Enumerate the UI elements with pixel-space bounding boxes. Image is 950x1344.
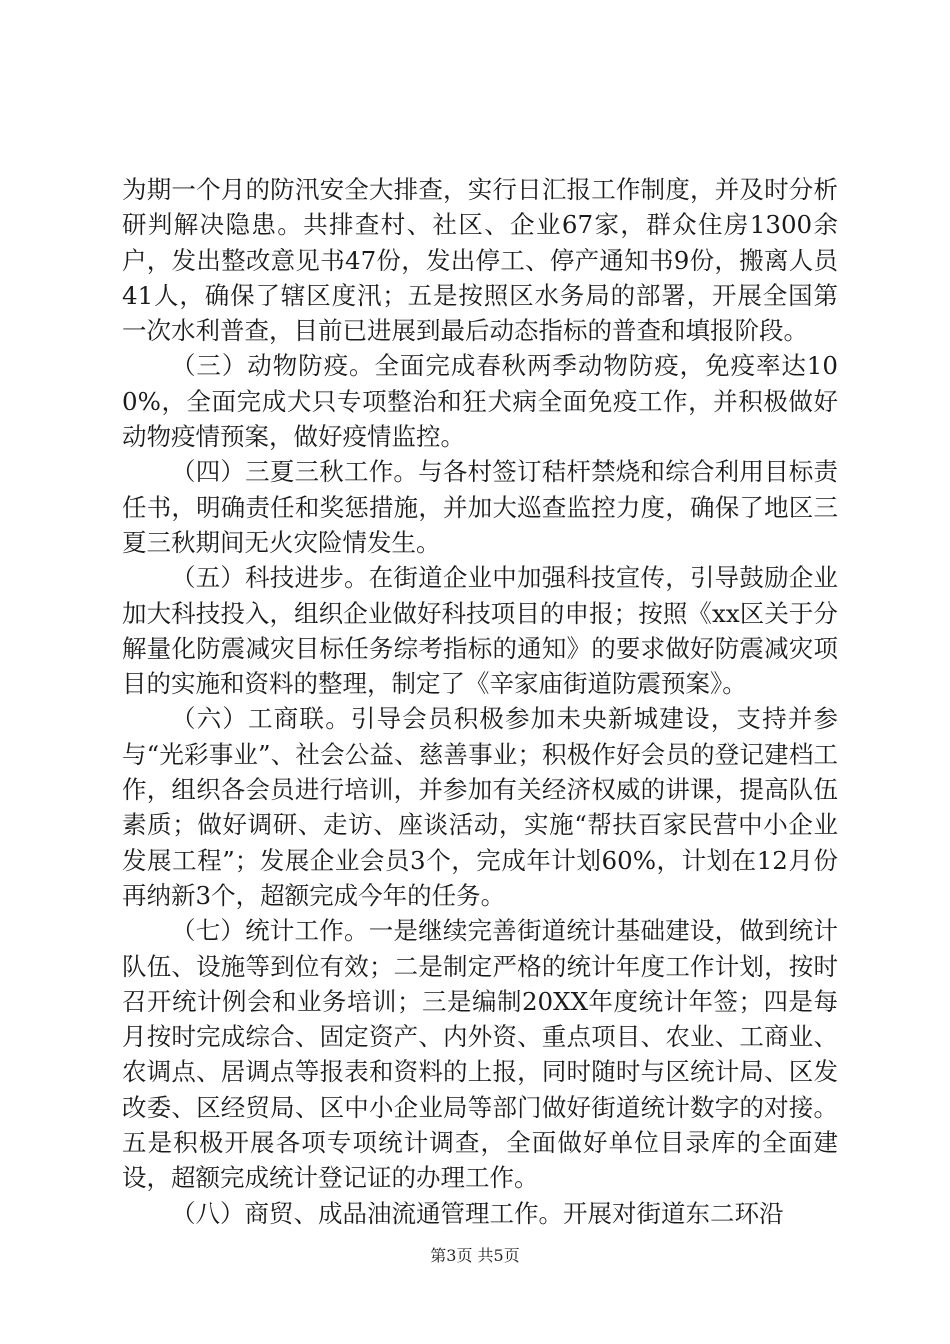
paragraph-trade-oil: （八）商贸、成品油流通管理工作。开展对街道东二环沿 xyxy=(171,1198,784,1228)
paragraph-summer-autumn: （四）三夏三秋工作。与各村签订秸杆禁烧和综合利用目标责任书，明确责任和奖惩措施，并加大巡查监控力度，确保了地区三夏三秋期间无火灾险情发生。 xyxy=(122,457,838,557)
paragraph-statistics: （七）统计工作。一是继续完善街道统计基础建设，做到统计队伍、设施等到位有效；二是制定严格的统计年度工作计划，按时召开统计例会和业务培训；三是编制20XX年度统计年签；四是每月按时完成综合、固定资产、内外资、重点项目、农业、工商业、农调点、居调点等报表和资料的上报，同时随时与区统计局、区发改委、区经贸局、区中小企业局等部门做好街道统计数字的对接。五是积极开展各项专项统计调查，全面做好单位目录库的全面建设，超额完成统计登记证的办理工作。 xyxy=(122,916,838,1193)
paragraph-animal-epidemic: （三）动物防疫。全面完成春秋两季动物防疫，免疫率达100%，全面完成犬只专项整治和狂犬病全面免疫工作，并积极做好动物疫情预案，做好疫情监控。 xyxy=(122,351,838,452)
paragraph-commerce-federation: （六）工商联。引导会员积极参加未央新城建设，支持并参与“光彩事业”、社会公益、慈善事业；积极作好会员的登记建档工作，组织各会员进行培训，并参加有关经济权威的讲课，提高队伍素质；做好调研、走访、座谈活动，实施“帮扶百家民营中小企业发展工程”；发展企业会员3个，完成年计划60%，计划在12月份再纳新3个，超额完成今年的任务。 xyxy=(122,704,838,910)
paragraph-technology: （五）科技进步。在街道企业中加强科技宣传，引导鼓励企业加大科技投入，组织企业做好科技项目的申报；按照《xx区关于分解量化防震减灾目标任务综考指标的通知》的要求做好防震减灾项目的实施和资料的整理，制定了《辛家庙街道防震预案》。 xyxy=(122,563,838,699)
page-footer: 第3页 共5页 xyxy=(430,1246,520,1265)
paragraph-flood-inspection: 为期一个月的防汛安全大排查，实行日汇报工作制度，并及时分析研判解决隐患。共排查村、社区、企业67家，群众住房1300余户，发出整改意见书47份，发出停工、停产通知书9份，搬离人员41人，确保了辖区度汛；五是按照区水务局的部署，开展全国第一次水利普查，目前已进展到最后动态指标的普查和填报阶段。 xyxy=(122,175,838,346)
document-body xyxy=(122,172,838,1231)
